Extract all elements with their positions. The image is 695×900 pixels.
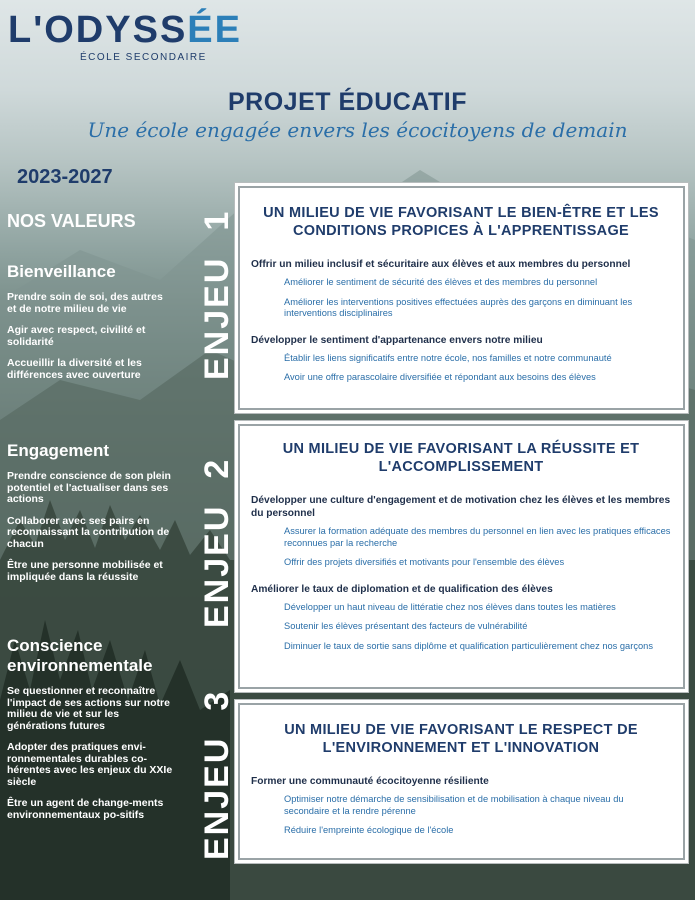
value-name: Engagement [7, 441, 110, 460]
action-item: Développer un haut niveau de littératie chez nos élèves dans toutes les matières [284, 601, 616, 612]
page-subtitle: Une école engagée envers les écocitoyens de demain [87, 118, 628, 142]
enjeu-2-box [238, 424, 685, 689]
enjeu-3-box [238, 703, 685, 860]
enjeu-1-box [238, 186, 685, 410]
value-item: Être un agent de change-ments environnementaux po-sitifs [7, 797, 164, 821]
enjeu-title: UN MILIEU DE VIE FAVORISANT LA RÉUSSITE ET L'ACCOMPLISSEMENT [282, 441, 640, 475]
action-item: Optimiser notre démarche de sensibilisation et de mobilisation à chaque niveau du secondaire et la rendre pérenne [284, 794, 624, 816]
value-item: Accueillir la diversité et les différences avec ouverture [7, 357, 142, 381]
years-range: 2023-2027 [17, 166, 113, 188]
enjeu-2-label: ENJEU2 [198, 457, 236, 628]
action-item: Soutenir les élèves présentant des facteurs de vulnérabilité [284, 621, 528, 631]
value-item: Collaborer avec ses pairs en reconnaissant la contribution de chacun [7, 514, 170, 550]
action-item: Établir les liens significatifs entre notre école, nos familles et notre communauté [284, 352, 612, 363]
enjeu-1-label: ENJEU1 [198, 209, 236, 380]
enjeu-3-label: ENJEU3 [198, 689, 236, 860]
value-group-engagement [7, 441, 175, 593]
value-item: Être une personne mobilisée et impliquée dans la réussite [7, 559, 163, 583]
objective: Offrir un milieu inclusif et sécuritaire aux élèves et aux membres du personnel [251, 259, 631, 270]
value-item: Agir avec respect, civilité et solidarité [7, 324, 146, 348]
value-group-bienveillance [7, 262, 175, 391]
value-item: Se questionner et reconnaître l'impact de ses actions sur notre milieu de vie et sur les générations futures [7, 685, 170, 732]
objective: Développer le sentiment d'appartenance envers notre milieu [251, 334, 543, 346]
values-heading: NOS VALEURS [7, 211, 136, 231]
objective: Améliorer le taux de diplomation et de qualification des élèves [251, 583, 553, 595]
value-group-conscience-environnementale [7, 636, 175, 831]
action-item: Offrir des projets diversifiés et motivants pour l'ensemble des élèves [284, 557, 565, 567]
action-item: Réduire l'empreinte écologique de l'école [284, 825, 454, 835]
action-item: Assurer la formation adéquate des membres du personnel en lien avec les pratiques efficaces reconnues par la recherche [284, 526, 671, 548]
logo-wordmark: L'ODYSSÉE [8, 9, 242, 51]
objective: Développer une culture d'engagement et de motivation chez les élèves et les membres du personnel [251, 495, 671, 519]
value-name: Bienveillance [7, 262, 116, 281]
value-item: Prendre soin de soi, des autres et de notre milieu de vie [7, 291, 163, 315]
logo-subtitle: ÉCOLE SECONDAIRE [80, 52, 207, 63]
action-item: Diminuer le taux de sortie sans diplôme et qualification particulièrement chez nos garçons [284, 640, 653, 651]
value-item: Adopter des pratiques envi-ronnementales durables co-hérentes avec les enjeux du XXIe siècle [7, 741, 173, 788]
page-title: PROJET ÉDUCATIF [228, 88, 467, 116]
objective: Former une communauté écocitoyenne résiliente [251, 776, 489, 787]
school-logo [8, 9, 242, 63]
value-item: Prendre conscience de son plein potentiel et l'actualiser dans ses actions [7, 470, 171, 505]
action-item: Améliorer les interventions positives effectuées auprès des garçons en diminuant les interventions disciplinaires [284, 296, 633, 318]
enjeu-title: UN MILIEU DE VIE FAVORISANT LE RESPECT DE L'ENVIRONNEMENT ET L'INNOVATION [284, 722, 638, 756]
value-name: Conscience environnementale [7, 636, 153, 675]
action-item: Améliorer le sentiment de sécurité des élèves et des membres du personnel [284, 277, 598, 287]
enjeu-title: UN MILIEU DE VIE FAVORISANT LE BIEN-ÊTRE ET LES CONDITIONS PROPICES À L'APPRENTISSAGE [263, 205, 659, 239]
action-item: Avoir une offre parascolaire diversifiée et répondant aux besoins des élèves [284, 372, 596, 382]
